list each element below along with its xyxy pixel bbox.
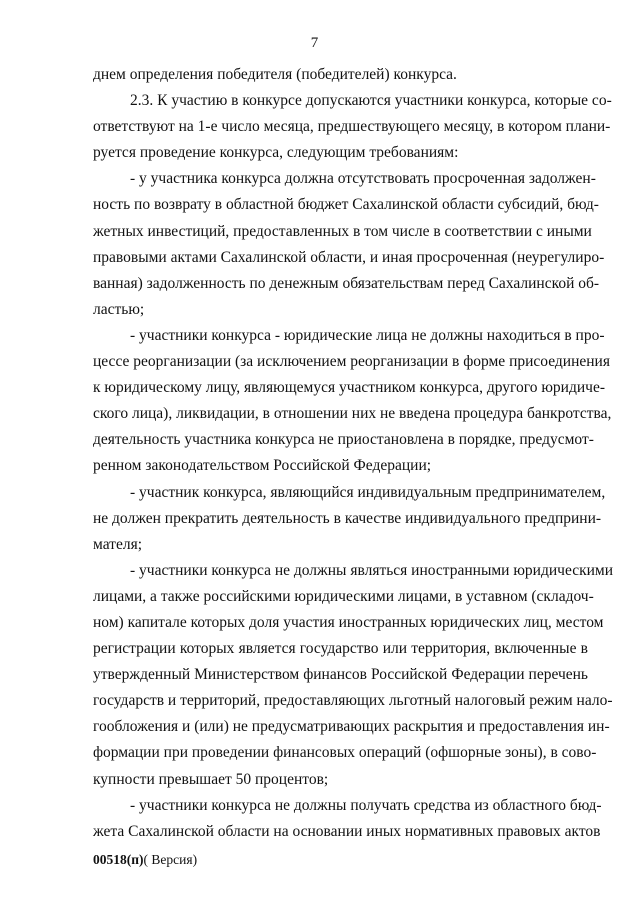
text-line: ренном законодательством Российской Федерации; xyxy=(93,457,432,475)
text-line: к юридическому лицу, являющемуся участником конкурса, другого юридиче- xyxy=(93,379,605,397)
text-line: лицами, а также российскими юридическими лицами, в уставном (складоч- xyxy=(93,587,594,605)
paragraph-first-line: - участники конкурса - юридические лица не должны находиться в про- xyxy=(130,326,605,344)
paragraph-first-line: 2.3. К участию в конкурсе допускаются участники конкурса, которые со- xyxy=(130,92,612,110)
text-line: ванная) задолженность по денежным обязательствам перед Сахалинской об- xyxy=(93,274,600,292)
text-line: правовыми актами Сахалинской области, и иная просроченная (неурегулиро- xyxy=(93,248,605,266)
text-line: гообложения и (или) не предусматривающих раскрытия и предоставления ин- xyxy=(93,718,610,736)
text-line: ответствуют на 1-е число месяца, предшествующего месяцу, в котором плани- xyxy=(93,118,611,136)
paragraph-first-line: - участники конкурса не должны получать средства из областного бюд- xyxy=(130,796,602,814)
text-line: мателя; xyxy=(93,535,143,553)
document-code: 00518(п) xyxy=(93,852,144,867)
page-number: 7 xyxy=(310,35,319,51)
text-line: деятельность участника конкурса не приостановлена в порядке, предусмот- xyxy=(93,431,594,449)
text-line: ность по возврату в областной бюджет Сахалинской области субсидий, бюд- xyxy=(93,196,599,214)
text-line: купности превышает 50 процентов; xyxy=(93,770,329,788)
text-line: регистрации которых является государство или территория, включенные в xyxy=(93,640,588,658)
text-line: жетных инвестиций, предоставленных в том числе в соответствии с иными xyxy=(93,222,592,240)
text-line: утвержденный Министерством финансов Российской Федерации перечень xyxy=(93,666,588,684)
paragraph-first-line: - участник конкурса, являющийся индивидуальным предпринимателем, xyxy=(130,483,606,501)
text-line: ластью; xyxy=(93,300,145,318)
paragraph-first-line: - участники конкурса не должны являться иностранными юридическими xyxy=(130,561,614,579)
document-footer xyxy=(93,852,197,868)
text-line: государств и территорий, предоставляющих льготный налоговый режим нало- xyxy=(93,692,613,710)
document-version: ( Версия) xyxy=(143,852,198,867)
paragraph-first-line: - у участника конкурса должна отсутствовать просроченная задолжен- xyxy=(130,170,596,188)
text-line: формации при проведении финансовых операций (офшорные зоны), в сово- xyxy=(93,744,597,762)
text-line: ном) капитале которых доля участия иностранных юридических лиц, местом xyxy=(93,613,604,631)
text-line: не должен прекратить деятельность в качестве индивидуального предприни- xyxy=(93,509,602,527)
text-line: цессе реорганизации (за исключением реорганизации в форме присоединения xyxy=(93,353,610,371)
text-line: жета Сахалинской области на основании иных нормативных правовых актов xyxy=(93,822,601,840)
text-line: руется проведение конкурса, следующим требованиям: xyxy=(93,144,459,162)
document-body xyxy=(93,62,614,845)
text-line: ского лица), ликвидации, в отношении них не введена процедура банкротства, xyxy=(93,405,612,423)
text-line: днем определения победителя (победителей) конкурса. xyxy=(93,66,457,83)
